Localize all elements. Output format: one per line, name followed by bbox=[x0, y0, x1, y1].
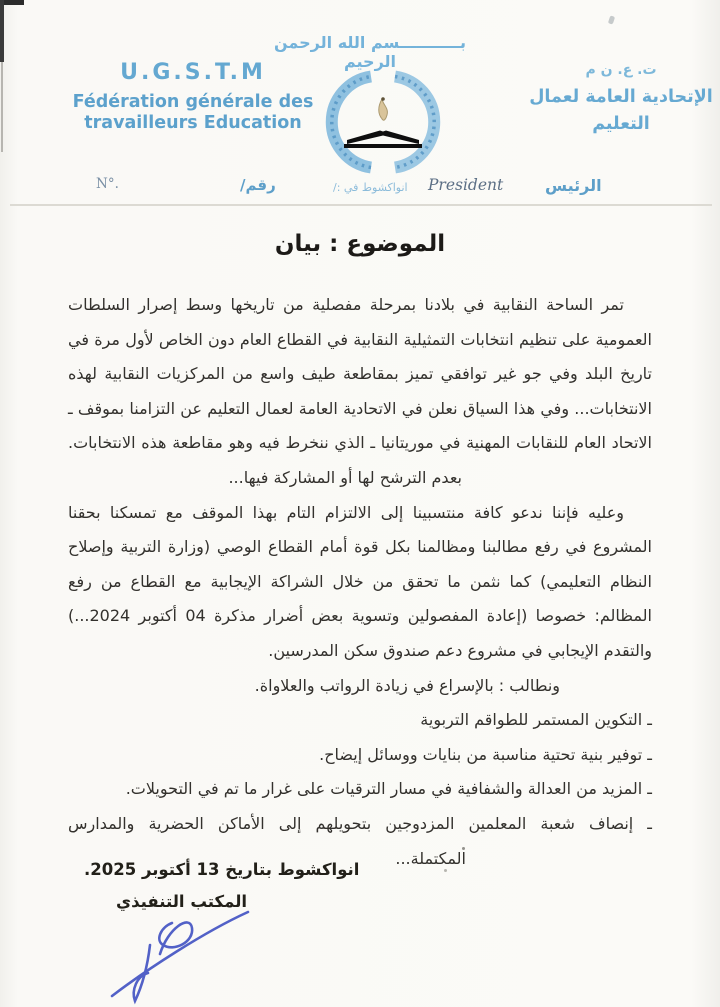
bullet-line: ـ توفير بنية تحتية مناسبة من بنايات ووسائل إيضاح. bbox=[319, 744, 652, 764]
body-line: الانتخابات... وفي هذا السياق نعلن في الاتحادية العامة لعمال التعليم عن التزامنا بموقف ـ bbox=[68, 398, 652, 418]
body-line: المظالم: خصوصا (إعادة المفصولين وتسوية بعض أضرار مذكرة 04 أكتوبر 2024...) bbox=[68, 606, 652, 626]
org-name-french-block bbox=[62, 60, 324, 134]
scan-edge-artifact bbox=[0, 0, 4, 62]
bullet-line: ـ إنصاف شعبة المعلمين المزدوجين بتحويلهم إلى الأماكن الحضرية والمدارس bbox=[68, 813, 652, 833]
org-emblem-icon bbox=[297, 64, 469, 182]
bullet-line: ـ التكوين المستمر للطواقم التربوية bbox=[420, 710, 652, 730]
president-label-fr: President bbox=[428, 176, 504, 194]
bullet-line: ـ المزيد من العدالة والشفافية في مسار الترقيات على غرار ما تم في التحويلات. bbox=[125, 779, 652, 799]
number-label-fr: N°. bbox=[96, 176, 119, 192]
org-name-ar-line2: التعليم bbox=[592, 114, 650, 134]
body-line: تمر الساحة النقابية في بلادنا بمرحلة مفصلية من تاريخها وسط إصرار السلطات bbox=[68, 295, 624, 314]
body-line: والتقدم الإيجابي في مشروع دعم صندوق سكن المدرسين. bbox=[268, 640, 652, 660]
body-line: المشروع في رفع مطالبنا ومظالمنا بكل قوة أمام القطاع الوصي (وزارة التربية وإصلاح bbox=[68, 537, 652, 557]
body-line: الاتحاد العام للنقابات المهنية في موريتانيا ـ الذي ننخرط فيه وهو مقاطعة هذه الانتخابات. bbox=[68, 433, 652, 453]
body-line: النظام التعليمي) كما نثمن ما تحقق من خلال الشراكة الإيجابية مع القطاع من رفع bbox=[68, 571, 652, 591]
signatory-title: المكتب التنفيذي bbox=[116, 892, 248, 911]
body-line: العمومية على تنظيم انتخابات التمثيلية النقابية في القطاع العام دون الخاص لأول مرة في bbox=[68, 329, 652, 349]
bismillah-calligraphy: بـــــــــــسم الله الرحمن الرحيم bbox=[274, 33, 466, 71]
handwritten-signature bbox=[88, 898, 268, 1006]
scan-edge-artifact bbox=[1, 62, 3, 152]
president-label-ar: الرئيس bbox=[545, 176, 602, 195]
org-name-arabic-block bbox=[528, 62, 714, 138]
document-body bbox=[68, 288, 652, 876]
org-acronym-arabic: ت. ع. ن م bbox=[585, 62, 657, 78]
org-name-fr-line1: Fédération générale des bbox=[72, 92, 314, 112]
number-label-ar: رقم/ bbox=[240, 176, 276, 194]
bullet-continuation-line: المكتملة... bbox=[395, 848, 466, 868]
body-line: وعليه فإننا ندعو كافة منتسبينا إلى الالتزام التام بهذا الموقف مع تمسكنا بحقنا bbox=[68, 502, 624, 522]
date-line: انواكشوط بتاريخ 13 أكتوبر 2025. bbox=[84, 860, 360, 879]
org-name-ar-line1: الإتحادية العامة لعمال bbox=[529, 87, 713, 107]
header-separator-line bbox=[10, 204, 712, 206]
scan-speck-artifact bbox=[608, 15, 615, 24]
demands-intro-line: ونطالب : بالإسراع في زيادة الرواتب والعلاواة. bbox=[254, 675, 560, 695]
body-line: تاريخ البلد وفي جو غير توافقي تميز بمقاطعة طيف واسع من المركزيات النقابية لهذه bbox=[68, 364, 652, 384]
document-title: الموضوع : بيان bbox=[274, 231, 446, 257]
place-date-label: انواكشوط في :/ bbox=[333, 181, 408, 194]
org-name-fr-line2: travailleurs Education bbox=[84, 113, 302, 133]
org-acronym-latin: U.G.S.T.M bbox=[120, 60, 266, 85]
body-line: بعدم الترشح لها أو المشاركة فيها... bbox=[228, 467, 462, 487]
